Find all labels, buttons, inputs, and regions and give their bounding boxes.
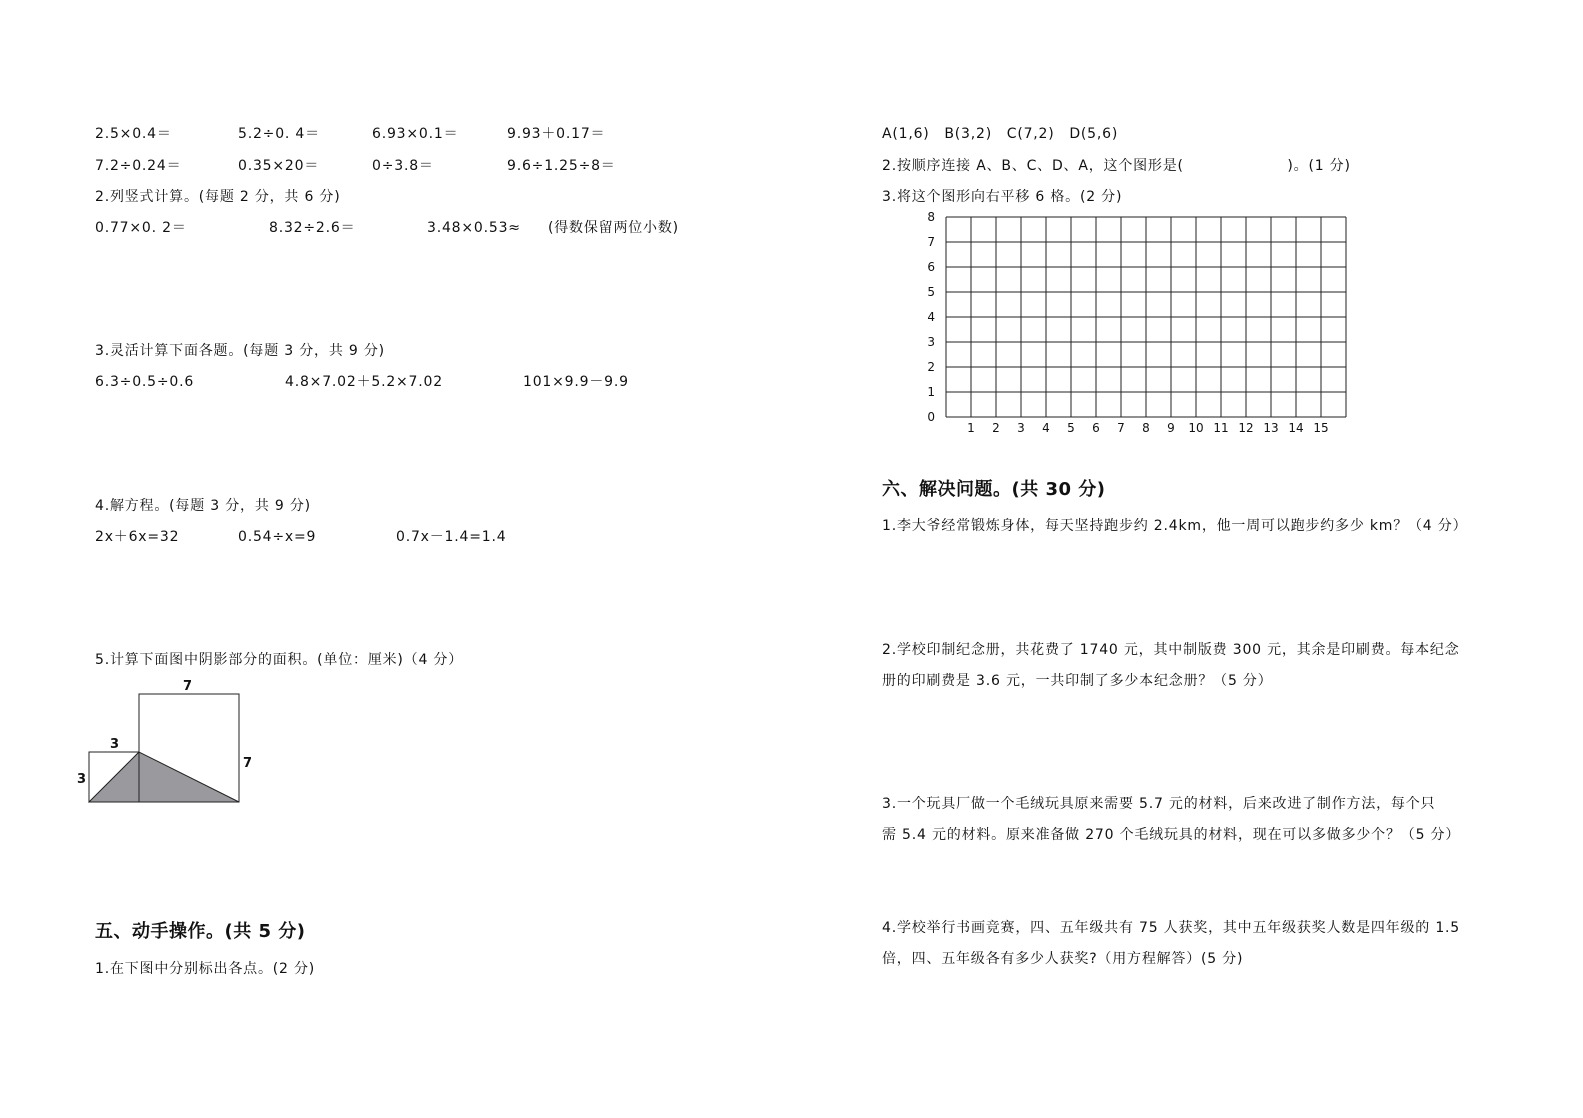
x-axis-tick-label: 12 <box>1238 421 1254 435</box>
label-right-side: 7 <box>243 756 253 771</box>
problem-3-line-2: 需 5.4 元的材料。原来准备做 270 个毛绒玩具的材料，现在可以多做多少个？（5 分） <box>882 827 1461 843</box>
x-axis-tick-label: 2 <box>992 421 1000 435</box>
y-axis-tick-label: 6 <box>927 260 935 274</box>
x-axis-tick-label: 8 <box>1142 421 1150 435</box>
shaded-triangle-right <box>139 752 239 802</box>
calc-item: 9.6÷1.25÷8＝ <box>507 158 616 174</box>
problem-2-line-2: 册的印刷费是 3.6 元，一共印制了多少本纪念册？（5 分） <box>882 673 1273 689</box>
calc-item: 5.2÷0. 4＝ <box>238 126 320 142</box>
label-left-side: 3 <box>77 772 87 787</box>
x-axis-tick-label: 5 <box>1067 421 1075 435</box>
x-axis-tick-label: 13 <box>1263 421 1279 435</box>
question-2-title: 2.列竖式计算。(每题 2 分，共 6 分) <box>95 189 341 205</box>
y-axis-tick-label: 3 <box>927 335 935 349</box>
equation-item: 0.54÷x=9 <box>238 529 317 545</box>
x-axis-tick-label: 14 <box>1288 421 1304 435</box>
y-axis-tick-label: 2 <box>927 360 935 374</box>
calc-item: 0÷3.8＝ <box>372 158 434 174</box>
calc-item: 9.93＋0.17＝ <box>507 126 606 142</box>
calc-item: 101×9.9－9.9 <box>523 374 629 390</box>
x-axis-tick-label: 3 <box>1017 421 1025 435</box>
points-list: A(1,6) B(3,2) C(7,2) D(5,6) <box>882 126 1119 142</box>
y-axis-tick-label: 4 <box>927 310 935 324</box>
calc-item: 7.2÷0.24＝ <box>95 158 182 174</box>
right-question-2: 2.按顺序连接 A、B、C、D、A，这个图形是( )。(1 分) <box>882 158 1351 174</box>
x-axis-tick-label: 11 <box>1213 421 1229 435</box>
section-5-question-1: 1.在下图中分别标出各点。(2 分) <box>95 961 316 977</box>
problem-4-line-1: 4.学校举行书画竞赛，四、五年级共有 75 人获奖，其中五年级获奖人数是四年级的 1.5 <box>882 920 1460 936</box>
section-6-heading: 六、解决问题。(共 30 分) <box>882 479 1106 500</box>
y-axis-tick-label: 8 <box>927 210 935 224</box>
y-axis-tick-label: 0 <box>927 410 935 424</box>
rounding-note: (得数保留两位小数) <box>548 220 679 236</box>
right-question-3: 3.将这个图形向右平移 6 格。(2 分) <box>882 189 1123 205</box>
calc-item: 6.93×0.1＝ <box>372 126 459 142</box>
calc-item: 8.32÷2.6＝ <box>269 220 356 236</box>
x-axis-tick-label: 7 <box>1117 421 1125 435</box>
label-top: 7 <box>183 679 193 694</box>
question-4-title: 4.解方程。(每题 3 分，共 9 分) <box>95 498 311 514</box>
calc-item: 0.77×0. 2＝ <box>95 220 187 236</box>
shaded-triangle-left <box>89 752 139 802</box>
x-axis-tick-label: 6 <box>1092 421 1100 435</box>
equation-item: 2x＋6x=32 <box>95 529 180 545</box>
label-left-top: 3 <box>110 737 120 752</box>
y-axis-tick-label: 1 <box>927 385 935 399</box>
problem-1: 1.李大爷经常锻炼身体，每天坚持跑步约 2.4km，他一周可以跑步约多少 km？（4 分） <box>882 518 1468 534</box>
x-axis-tick-label: 4 <box>1042 421 1050 435</box>
question-3-title: 3.灵活计算下面各题。(每题 3 分，共 9 分) <box>95 343 385 359</box>
y-axis-tick-label: 5 <box>927 285 935 299</box>
calc-item: 4.8×7.02＋5.2×7.02 <box>285 374 443 390</box>
x-axis-tick-label: 15 <box>1313 421 1329 435</box>
x-axis-tick-label: 9 <box>1167 421 1175 435</box>
problem-2-line-1: 2.学校印制纪念册，共花费了 1740 元，其中制版费 300 元，其余是印刷费。每本纪念 <box>882 642 1460 658</box>
coordinate-grid <box>0 0 1400 440</box>
x-axis-tick-label: 10 <box>1188 421 1204 435</box>
question-5-title: 5.计算下面图中阴影部分的面积。(单位：厘米)（4 分） <box>95 652 464 668</box>
y-axis-tick-label: 7 <box>927 235 935 249</box>
section-5-heading: 五、动手操作。(共 5 分) <box>95 921 306 942</box>
equation-item: 0.7x－1.4=1.4 <box>396 529 507 545</box>
x-axis-tick-label: 1 <box>967 421 975 435</box>
problem-4-line-2: 倍，四、五年级各有多少人获奖?（用方程解答）(5 分) <box>882 951 1244 967</box>
calc-item: 3.48×0.53≈ <box>427 220 521 236</box>
calc-item: 2.5×0.4＝ <box>95 126 172 142</box>
calc-item: 6.3÷0.5÷0.6 <box>95 374 195 390</box>
problem-3-line-1: 3.一个玩具厂做一个毛绒玩具原来需要 5.7 元的材料，后来改进了制作方法，每个只 <box>882 796 1436 812</box>
calc-item: 0.35×20＝ <box>238 158 320 174</box>
